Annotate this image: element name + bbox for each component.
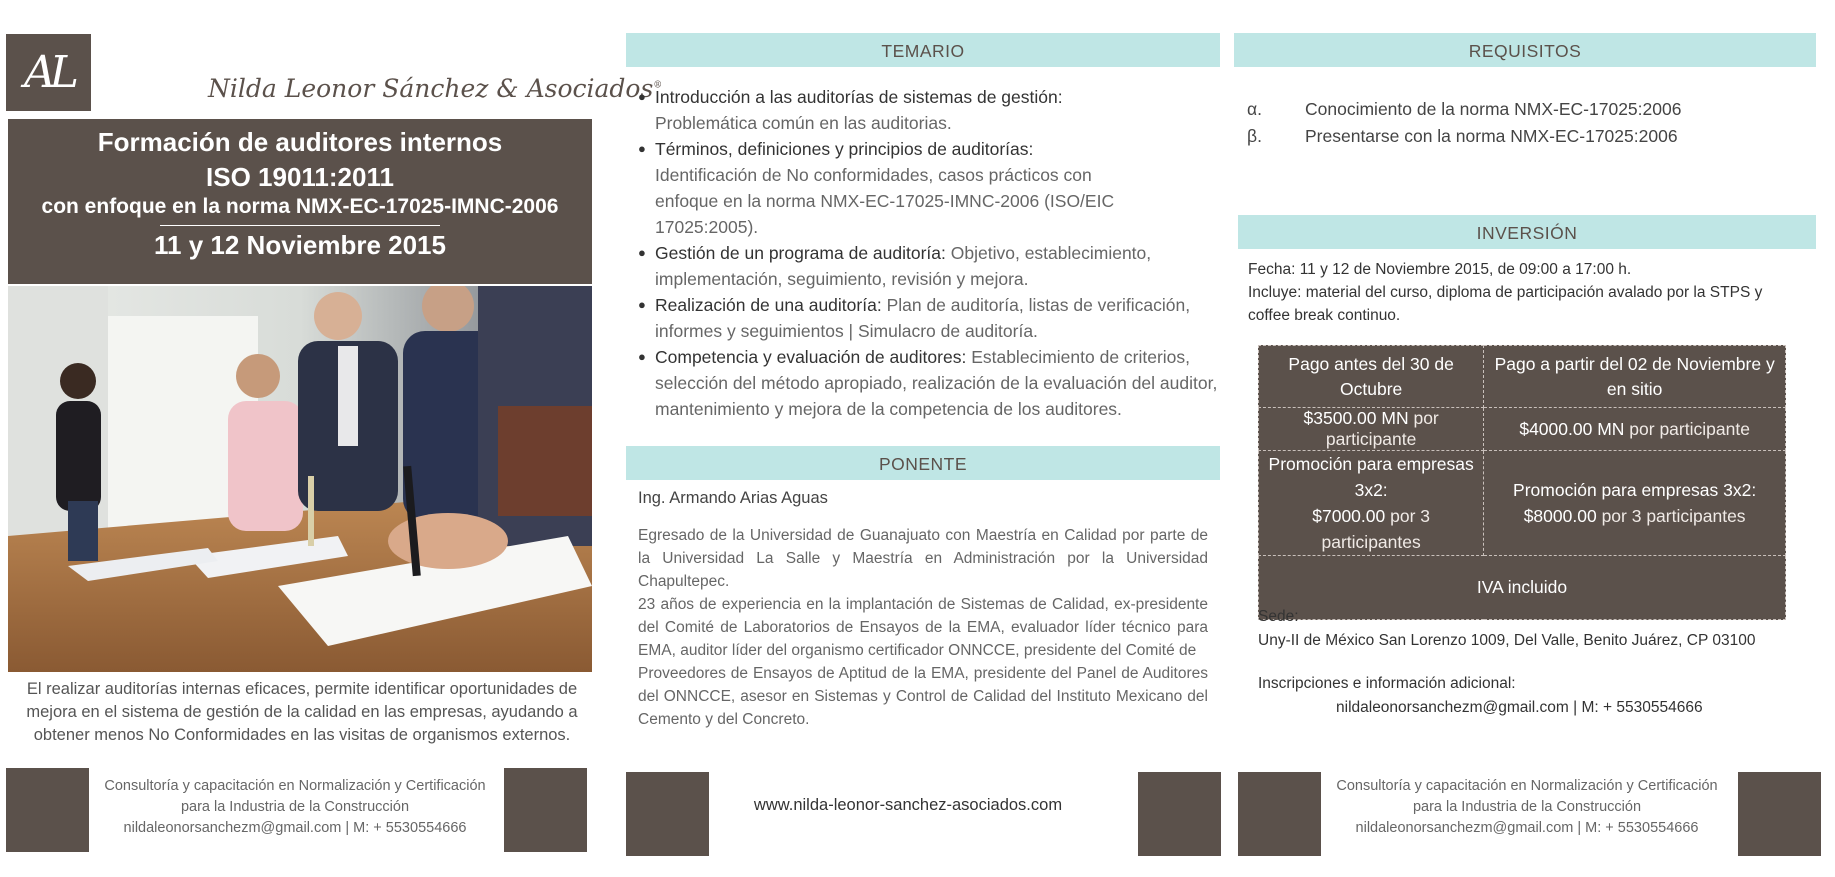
speaker-bio: Egresado de la Universidad de Guanajuato con Maestría en Calidad por parte de la Universidad La Salle y Maestría en Administración por la Universidad Chapultepec. 23 años de experiencia en la implantación de Sistemas de Calidad, ex-presidente del Comité de Laboratorios de Ensayos de la EMA, evaluador líder técnico para EMA, auditor líder del organismo certificador ONNCCE, presidente del Comité de Proveedores de Ensayos de Aptitud de la EMA, presidente del Panel de Auditores del ONNCCE, asesor en Sistemas y Control de Calidad del Instituto Mexicano del Cemento y del Concreto. — [638, 527, 1208, 728]
footer-square-left — [1238, 772, 1321, 856]
footer-contact: Consultoría y capacitación en Normalización y Certificación para la Industria de la Construcción nildaleonorsanchezm@gmail.com | M: + 5530554666 — [1336, 778, 1718, 836]
table-cell: Promoción para empresas 3x2: $7000.00 por 3 participantes — [1259, 451, 1484, 556]
table-cell: $4000.00 MN por participante — [1484, 408, 1786, 451]
table-cell: IVA incluido — [1259, 556, 1786, 620]
website-link[interactable]: www.nilda-leonor-sanchez-asociados.com — [753, 796, 1063, 814]
price-table — [1258, 345, 1786, 620]
registration-info: Inscripciones e información adicional: nildaleonorsanchezm@gmail.com | M: + 5530554666 — [1258, 675, 1703, 716]
ponente-heading: PONENTE — [626, 446, 1220, 480]
course-dates: 11 y 12 Noviembre 2015 — [154, 230, 446, 260]
footer-square-right — [504, 768, 587, 852]
table-cell: $3500.00 MN por participante — [1259, 408, 1484, 451]
meeting-photo — [8, 286, 592, 672]
inversion-heading: INVERSIÓN — [1238, 215, 1816, 249]
list-item: α. Conocimiento de la norma NMX-EC-17025:2006 — [1247, 99, 1682, 119]
requisitos-heading: REQUISITOS — [1234, 33, 1816, 67]
list-item: ● Gestión de un programa de auditoría: Objetivo, establecimiento, implementación, seguimiento, revisión y mejora. — [638, 240, 1238, 292]
course-standard: ISO 19011:2011 — [206, 162, 394, 192]
temario-heading: TEMARIO — [626, 33, 1220, 67]
table-cell: Promoción para empresas 3x2: $8000.00 por 3 participantes — [1484, 451, 1786, 556]
brand-name: Nilda Leonor Sánchez & Asociados® — [208, 74, 663, 103]
list-item: ● Competencia y evaluación de auditores: Establecimiento de criterios, selección del método apropiado, realización de la evaluación del auditor, mantenimiento y mejora de la competencia de los auditores. — [638, 344, 1238, 422]
list-item: ● Términos, definiciones y principios de auditorías: Identificación de No conformidades, casos prácticos con enfoque en la norma NMX-EC-17025-IMNC-2006 (ISO/EIC 17025:2005). — [638, 136, 1238, 240]
course-title: Formación de auditores internos — [97, 127, 503, 157]
footer-contact: Consultoría y capacitación en Normalización y Certificación para la Industria de la Construcción nildaleonorsanchezm@gmail.com | M: + 5530554666 — [104, 778, 486, 836]
requisitos-list — [1245, 96, 1681, 150]
footer-square-left — [6, 768, 89, 852]
venue: Sede: Uny-II de México San Lorenzo 1009, Del Valle, Benito Juárez, CP 03100 — [1258, 608, 1756, 649]
footer-square-right — [1738, 772, 1821, 856]
title-divider — [160, 225, 440, 226]
list-item: ● Realización de una auditoría: Plan de auditoría, listas de verificación, informes y seguimientos | Simulacro de auditoría. — [638, 292, 1238, 344]
table-header: Pago antes del 30 de Octubre — [1259, 346, 1484, 408]
list-item: ● Introducción a las auditorías de sistemas de gestión: Problemática común en las auditorias. — [638, 84, 1238, 136]
course-subtitle: con enfoque en la norma NMX-EC-17025-IMNC-2006 — [41, 195, 559, 218]
company-logo: AL — [6, 34, 91, 111]
inversion-details: Fecha: 11 y 12 de Noviembre 2015, de 09:00 a 17:00 h. Incluye: material del curso, diploma de participación avalado por la STPS y coffee break continuo. — [1248, 261, 1763, 324]
temario-list — [638, 84, 1238, 422]
intro-paragraph: El realizar auditorías internas eficaces, permite identificar oportunidades de mejora en el sistema de gestión de la calidad en las empresas, ayudando a obtener menos No Conformidades en las visitas de organismos externos. — [26, 680, 578, 744]
table-header: Pago a partir del 02 de Noviembre y en sitio — [1484, 346, 1786, 408]
list-item: β. Presentarse con la norma NMX-EC-17025:2006 — [1247, 126, 1678, 146]
footer-square-right — [1138, 772, 1221, 856]
speaker-name: Ing. Armando Arias Aguas — [638, 489, 828, 507]
course-title-box — [8, 119, 592, 284]
